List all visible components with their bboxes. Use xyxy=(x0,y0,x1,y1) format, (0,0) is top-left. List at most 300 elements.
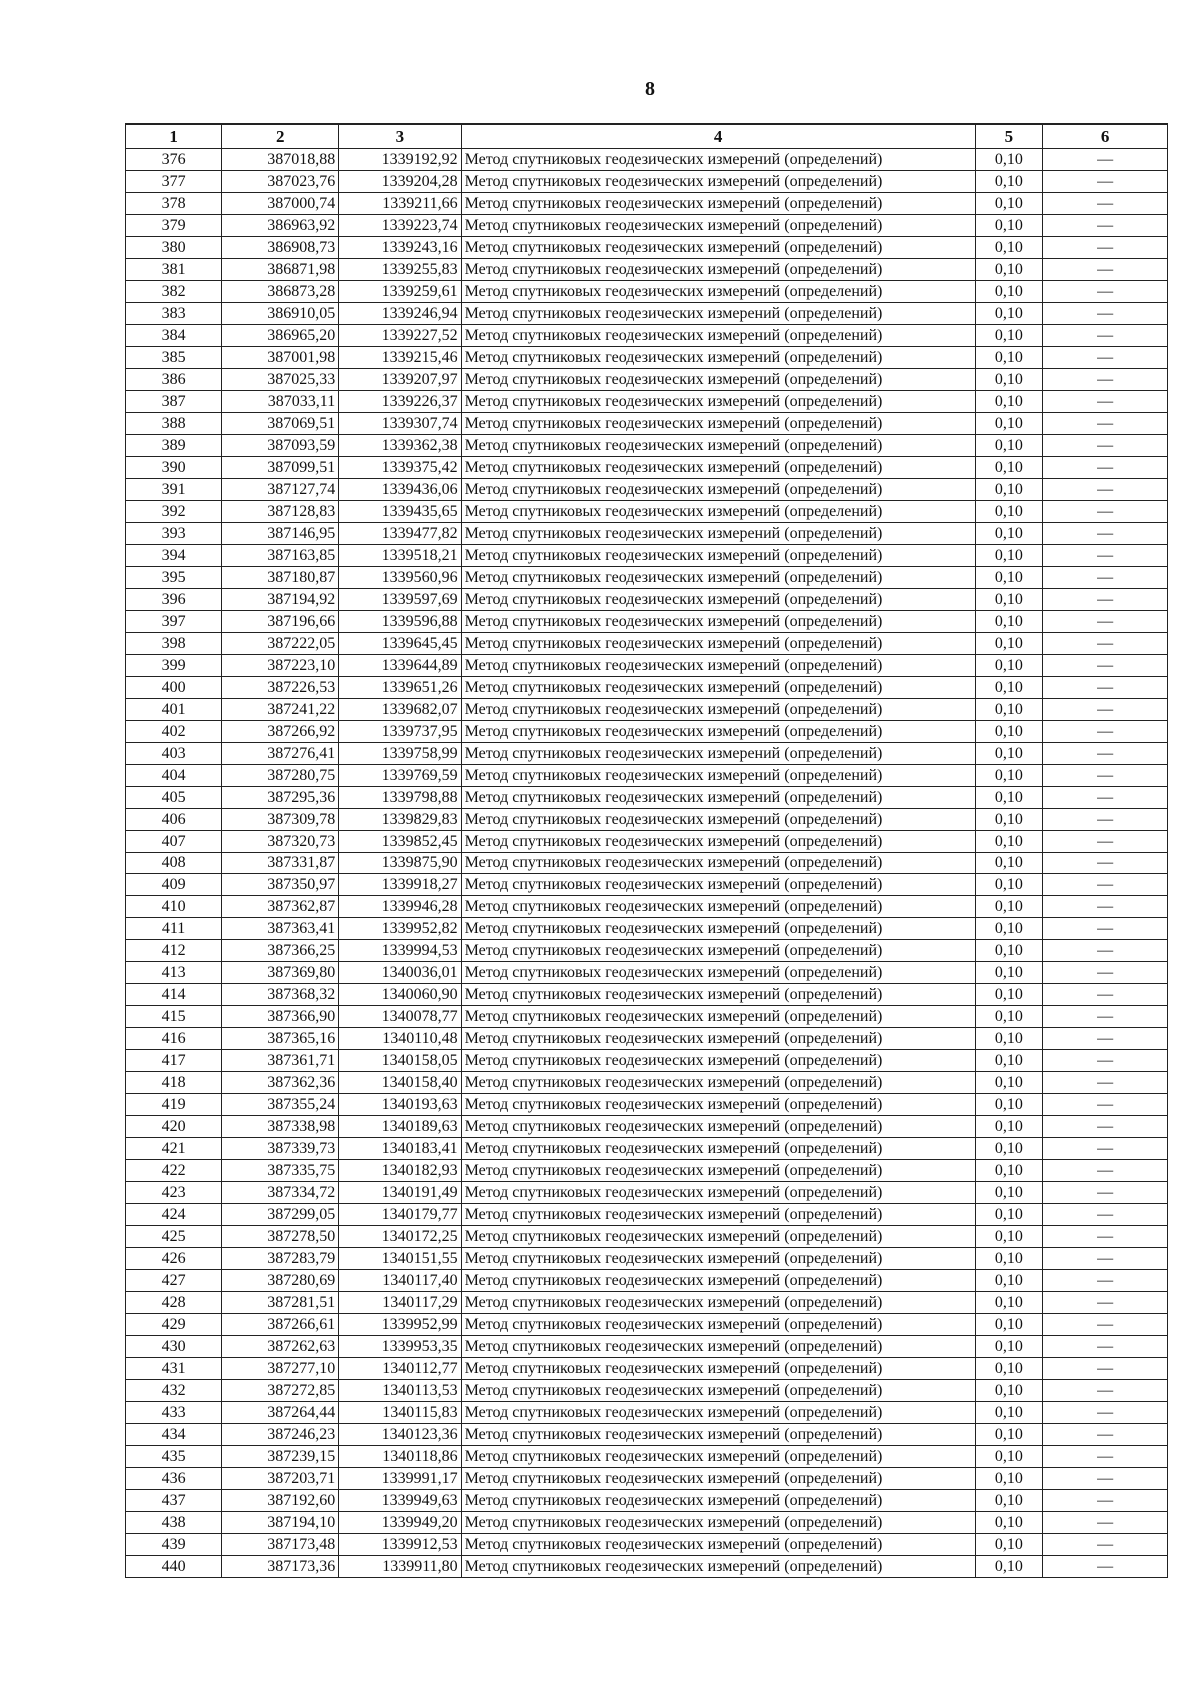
coordinate-x-cell: 387338,98 xyxy=(222,1116,339,1138)
coordinate-y-cell: 1339226,37 xyxy=(339,390,461,412)
table-row xyxy=(126,1204,1168,1226)
method-cell: Метод спутниковых геодезических измерений (определений) xyxy=(461,566,975,588)
method-cell: Метод спутниковых геодезических измерений (определений) xyxy=(461,522,975,544)
coordinate-y-cell: 1339946,28 xyxy=(339,896,461,918)
coordinate-x-cell: 387222,05 xyxy=(222,632,339,654)
point-number-cell: 400 xyxy=(126,676,222,698)
method-cell: Метод спутниковых геодезических измерений (определений) xyxy=(461,1094,975,1116)
coordinate-y-cell: 1339651,26 xyxy=(339,676,461,698)
method-cell: Метод спутниковых геодезических измерений (определений) xyxy=(461,764,975,786)
accuracy-cell: 0,10 xyxy=(975,786,1043,808)
method-cell: Метод спутниковых геодезических измерений (определений) xyxy=(461,808,975,830)
table-row xyxy=(126,434,1168,456)
coordinate-x-cell: 386963,92 xyxy=(222,214,339,236)
accuracy-cell: 0,10 xyxy=(975,1204,1043,1226)
point-number-cell: 429 xyxy=(126,1314,222,1336)
accuracy-cell: 0,10 xyxy=(975,588,1043,610)
description-cell: — xyxy=(1043,1138,1168,1160)
coordinate-x-cell: 387239,15 xyxy=(222,1446,339,1468)
table-row xyxy=(126,588,1168,610)
accuracy-cell: 0,10 xyxy=(975,1314,1043,1336)
table-row xyxy=(126,1424,1168,1446)
coordinate-y-cell: 1339758,99 xyxy=(339,742,461,764)
table-row xyxy=(126,896,1168,918)
accuracy-cell: 0,10 xyxy=(975,1490,1043,1512)
coordinate-x-cell: 386871,98 xyxy=(222,258,339,280)
point-number-cell: 434 xyxy=(126,1424,222,1446)
coordinate-x-cell: 387320,73 xyxy=(222,830,339,852)
point-number-cell: 391 xyxy=(126,478,222,500)
point-number-cell: 435 xyxy=(126,1446,222,1468)
coordinate-x-cell: 387246,23 xyxy=(222,1424,339,1446)
table-row xyxy=(126,720,1168,742)
point-number-cell: 401 xyxy=(126,698,222,720)
accuracy-cell: 0,10 xyxy=(975,1182,1043,1204)
table-row xyxy=(126,808,1168,830)
description-cell: — xyxy=(1043,1116,1168,1138)
coordinate-x-cell: 387018,88 xyxy=(222,149,339,171)
method-cell: Метод спутниковых геодезических измерений (определений) xyxy=(461,940,975,962)
accuracy-cell: 0,10 xyxy=(975,962,1043,984)
table-row xyxy=(126,632,1168,654)
method-cell: Метод спутниковых геодезических измерений (определений) xyxy=(461,1028,975,1050)
method-cell: Метод спутниковых геодезических измерений (определений) xyxy=(461,390,975,412)
coordinate-y-cell: 1339192,92 xyxy=(339,149,461,171)
accuracy-cell: 0,10 xyxy=(975,1380,1043,1402)
coordinate-y-cell: 1339911,80 xyxy=(339,1556,461,1578)
description-cell: — xyxy=(1043,1094,1168,1116)
table-row xyxy=(126,302,1168,324)
coordinate-y-cell: 1340118,86 xyxy=(339,1446,461,1468)
method-cell: Метод спутниковых геодезических измерений (определений) xyxy=(461,149,975,171)
coordinate-x-cell: 387180,87 xyxy=(222,566,339,588)
coordinate-y-cell: 1339829,83 xyxy=(339,808,461,830)
coordinate-x-cell: 387365,16 xyxy=(222,1028,339,1050)
coordinate-y-cell: 1339255,83 xyxy=(339,258,461,280)
accuracy-cell: 0,10 xyxy=(975,1248,1043,1270)
coordinate-x-cell: 386910,05 xyxy=(222,302,339,324)
coordinate-y-cell: 1339953,35 xyxy=(339,1336,461,1358)
table-row xyxy=(126,1468,1168,1490)
coordinate-y-cell: 1339952,82 xyxy=(339,918,461,940)
description-cell: — xyxy=(1043,1270,1168,1292)
coordinate-x-cell: 387266,92 xyxy=(222,720,339,742)
coordinate-y-cell: 1340036,01 xyxy=(339,962,461,984)
point-number-cell: 428 xyxy=(126,1292,222,1314)
coordinate-y-cell: 1340117,29 xyxy=(339,1292,461,1314)
point-number-cell: 438 xyxy=(126,1512,222,1534)
table-row xyxy=(126,1292,1168,1314)
coordinate-x-cell: 387335,75 xyxy=(222,1160,339,1182)
point-number-cell: 377 xyxy=(126,170,222,192)
coordinate-x-cell: 387163,85 xyxy=(222,544,339,566)
table-row xyxy=(126,698,1168,720)
description-cell: — xyxy=(1043,962,1168,984)
point-number-cell: 393 xyxy=(126,522,222,544)
column-header: 6 xyxy=(1043,124,1168,149)
coordinate-x-cell: 387309,78 xyxy=(222,808,339,830)
accuracy-cell: 0,10 xyxy=(975,984,1043,1006)
coordinate-x-cell: 387262,63 xyxy=(222,1336,339,1358)
coordinate-y-cell: 1339596,88 xyxy=(339,610,461,632)
coordinate-y-cell: 1339246,94 xyxy=(339,302,461,324)
point-number-cell: 440 xyxy=(126,1556,222,1578)
description-cell: — xyxy=(1043,1336,1168,1358)
method-cell: Метод спутниковых геодезических измерений (определений) xyxy=(461,874,975,896)
method-cell: Метод спутниковых геодезических измерений (определений) xyxy=(461,544,975,566)
method-cell: Метод спутниковых геодезических измерений (определений) xyxy=(461,1160,975,1182)
table-row xyxy=(126,874,1168,896)
coordinate-x-cell: 386873,28 xyxy=(222,280,339,302)
point-number-cell: 397 xyxy=(126,610,222,632)
accuracy-cell: 0,10 xyxy=(975,654,1043,676)
point-number-cell: 410 xyxy=(126,896,222,918)
method-cell: Метод спутниковых геодезических измерений (определений) xyxy=(461,456,975,478)
table-row xyxy=(126,280,1168,302)
coordinate-y-cell: 1340179,77 xyxy=(339,1204,461,1226)
accuracy-cell: 0,10 xyxy=(975,522,1043,544)
accuracy-cell: 0,10 xyxy=(975,918,1043,940)
description-cell: — xyxy=(1043,522,1168,544)
description-cell: — xyxy=(1043,1182,1168,1204)
accuracy-cell: 0,10 xyxy=(975,566,1043,588)
coordinate-x-cell: 387146,95 xyxy=(222,522,339,544)
method-cell: Метод спутниковых геодезических измерений (определений) xyxy=(461,852,975,874)
description-cell: — xyxy=(1043,1292,1168,1314)
description-cell: — xyxy=(1043,1006,1168,1028)
coordinate-x-cell: 387276,41 xyxy=(222,742,339,764)
description-cell: — xyxy=(1043,1314,1168,1336)
coordinate-y-cell: 1339215,46 xyxy=(339,346,461,368)
table-row xyxy=(126,1358,1168,1380)
coordinate-x-cell: 387194,10 xyxy=(222,1512,339,1534)
accuracy-cell: 0,10 xyxy=(975,390,1043,412)
accuracy-cell: 0,10 xyxy=(975,324,1043,346)
table-row xyxy=(126,1380,1168,1402)
coordinate-y-cell: 1340158,40 xyxy=(339,1072,461,1094)
description-cell: — xyxy=(1043,1226,1168,1248)
method-cell: Метод спутниковых геодезических измерений (определений) xyxy=(461,1270,975,1292)
description-cell: — xyxy=(1043,544,1168,566)
table-row xyxy=(126,258,1168,280)
table-row xyxy=(126,170,1168,192)
table-row xyxy=(126,544,1168,566)
coordinate-x-cell: 387295,36 xyxy=(222,786,339,808)
description-cell: — xyxy=(1043,214,1168,236)
point-number-cell: 419 xyxy=(126,1094,222,1116)
table-row xyxy=(126,390,1168,412)
description-cell: — xyxy=(1043,500,1168,522)
accuracy-cell: 0,10 xyxy=(975,610,1043,632)
coordinate-x-cell: 387369,80 xyxy=(222,962,339,984)
accuracy-cell: 0,10 xyxy=(975,149,1043,171)
point-number-cell: 412 xyxy=(126,940,222,962)
table-row xyxy=(126,324,1168,346)
table-row xyxy=(126,1556,1168,1578)
coordinate-x-cell: 387266,61 xyxy=(222,1314,339,1336)
coordinate-y-cell: 1340183,41 xyxy=(339,1138,461,1160)
point-number-cell: 423 xyxy=(126,1182,222,1204)
coordinate-y-cell: 1340172,25 xyxy=(339,1226,461,1248)
table-row xyxy=(126,1248,1168,1270)
coordinate-x-cell: 387226,53 xyxy=(222,676,339,698)
accuracy-cell: 0,10 xyxy=(975,896,1043,918)
coordinate-y-cell: 1340078,77 xyxy=(339,1006,461,1028)
method-cell: Метод спутниковых геодезических измерений (определений) xyxy=(461,632,975,654)
method-cell: Метод спутниковых геодезических измерений (определений) xyxy=(461,368,975,390)
method-cell: Метод спутниковых геодезических измерений (определений) xyxy=(461,1182,975,1204)
accuracy-cell: 0,10 xyxy=(975,1094,1043,1116)
table-row xyxy=(126,192,1168,214)
description-cell: — xyxy=(1043,566,1168,588)
coordinate-x-cell: 387069,51 xyxy=(222,412,339,434)
table-row xyxy=(126,1446,1168,1468)
table-row xyxy=(126,368,1168,390)
method-cell: Метод спутниковых геодезических измерений (определений) xyxy=(461,918,975,940)
table-row xyxy=(126,962,1168,984)
method-cell: Метод спутниковых геодезических измерений (определений) xyxy=(461,258,975,280)
coordinate-x-cell: 387280,69 xyxy=(222,1270,339,1292)
accuracy-cell: 0,10 xyxy=(975,1116,1043,1138)
coordinate-y-cell: 1339912,53 xyxy=(339,1534,461,1556)
coordinate-y-cell: 1339645,45 xyxy=(339,632,461,654)
description-cell: — xyxy=(1043,654,1168,676)
accuracy-cell: 0,10 xyxy=(975,368,1043,390)
column-header: 2 xyxy=(222,124,339,149)
description-cell: — xyxy=(1043,1534,1168,1556)
method-cell: Метод спутниковых геодезических измерений (определений) xyxy=(461,1226,975,1248)
table-row xyxy=(126,940,1168,962)
accuracy-cell: 0,10 xyxy=(975,1468,1043,1490)
coordinate-y-cell: 1339223,74 xyxy=(339,214,461,236)
coordinates-table xyxy=(125,123,1168,1578)
coordinate-x-cell: 387241,22 xyxy=(222,698,339,720)
accuracy-cell: 0,10 xyxy=(975,940,1043,962)
method-cell: Метод спутниковых геодезических измерений (определений) xyxy=(461,742,975,764)
point-number-cell: 378 xyxy=(126,192,222,214)
description-cell: — xyxy=(1043,1490,1168,1512)
coordinate-x-cell: 387196,66 xyxy=(222,610,339,632)
accuracy-cell: 0,10 xyxy=(975,830,1043,852)
point-number-cell: 379 xyxy=(126,214,222,236)
coordinate-x-cell: 387223,10 xyxy=(222,654,339,676)
point-number-cell: 394 xyxy=(126,544,222,566)
method-cell: Метод спутниковых геодезических измерений (определений) xyxy=(461,346,975,368)
coordinate-y-cell: 1340182,93 xyxy=(339,1160,461,1182)
table-row xyxy=(126,1094,1168,1116)
method-cell: Метод спутниковых геодезических измерений (определений) xyxy=(461,324,975,346)
table-row xyxy=(126,1226,1168,1248)
description-cell: — xyxy=(1043,1512,1168,1534)
description-cell: — xyxy=(1043,456,1168,478)
method-cell: Метод спутниковых геодезических измерений (определений) xyxy=(461,896,975,918)
accuracy-cell: 0,10 xyxy=(975,1556,1043,1578)
accuracy-cell: 0,10 xyxy=(975,170,1043,192)
description-cell: — xyxy=(1043,742,1168,764)
accuracy-cell: 0,10 xyxy=(975,192,1043,214)
method-cell: Метод спутниковых геодезических измерений (определений) xyxy=(461,1006,975,1028)
table-row xyxy=(126,214,1168,236)
point-number-cell: 425 xyxy=(126,1226,222,1248)
coordinate-y-cell: 1339211,66 xyxy=(339,192,461,214)
coordinate-y-cell: 1340115,83 xyxy=(339,1402,461,1424)
method-cell: Метод спутниковых геодезических измерений (определений) xyxy=(461,500,975,522)
column-header: 3 xyxy=(339,124,461,149)
description-cell: — xyxy=(1043,324,1168,346)
coordinate-x-cell: 386965,20 xyxy=(222,324,339,346)
coordinate-y-cell: 1340191,49 xyxy=(339,1182,461,1204)
accuracy-cell: 0,10 xyxy=(975,852,1043,874)
accuracy-cell: 0,10 xyxy=(975,1292,1043,1314)
method-cell: Метод спутниковых геодезических измерений (определений) xyxy=(461,1424,975,1446)
method-cell: Метод спутниковых геодезических измерений (определений) xyxy=(461,1138,975,1160)
accuracy-cell: 0,10 xyxy=(975,1424,1043,1446)
coordinate-y-cell: 1340112,77 xyxy=(339,1358,461,1380)
coordinate-x-cell: 387355,24 xyxy=(222,1094,339,1116)
description-cell: — xyxy=(1043,610,1168,632)
description-cell: — xyxy=(1043,346,1168,368)
coordinate-x-cell: 387023,76 xyxy=(222,170,339,192)
point-number-cell: 408 xyxy=(126,852,222,874)
coordinate-x-cell: 387281,51 xyxy=(222,1292,339,1314)
point-number-cell: 414 xyxy=(126,984,222,1006)
point-number-cell: 381 xyxy=(126,258,222,280)
method-cell: Метод спутниковых геодезических измерений (определений) xyxy=(461,720,975,742)
point-number-cell: 417 xyxy=(126,1050,222,1072)
method-cell: Метод спутниковых геодезических измерений (определений) xyxy=(461,302,975,324)
coordinate-y-cell: 1339994,53 xyxy=(339,940,461,962)
point-number-cell: 407 xyxy=(126,830,222,852)
method-cell: Метод спутниковых геодезических измерений (определений) xyxy=(461,1248,975,1270)
table-row xyxy=(126,1138,1168,1160)
accuracy-cell: 0,10 xyxy=(975,1358,1043,1380)
method-cell: Метод спутниковых геодезических измерений (определений) xyxy=(461,1468,975,1490)
coordinate-y-cell: 1339949,63 xyxy=(339,1490,461,1512)
point-number-cell: 415 xyxy=(126,1006,222,1028)
accuracy-cell: 0,10 xyxy=(975,720,1043,742)
accuracy-cell: 0,10 xyxy=(975,302,1043,324)
description-cell: — xyxy=(1043,192,1168,214)
coordinate-x-cell: 387299,05 xyxy=(222,1204,339,1226)
method-cell: Метод спутниковых геодезических измерений (определений) xyxy=(461,1380,975,1402)
point-number-cell: 409 xyxy=(126,874,222,896)
accuracy-cell: 0,10 xyxy=(975,346,1043,368)
coordinate-x-cell: 387334,72 xyxy=(222,1182,339,1204)
coordinate-x-cell: 387033,11 xyxy=(222,390,339,412)
method-cell: Метод спутниковых геодезических измерений (определений) xyxy=(461,1314,975,1336)
coordinate-y-cell: 1339952,99 xyxy=(339,1314,461,1336)
method-cell: Метод спутниковых геодезических измерений (определений) xyxy=(461,478,975,500)
method-cell: Метод спутниковых геодезических измерений (определений) xyxy=(461,412,975,434)
accuracy-cell: 0,10 xyxy=(975,1446,1043,1468)
coordinate-y-cell: 1340110,48 xyxy=(339,1028,461,1050)
coordinate-y-cell: 1339207,97 xyxy=(339,368,461,390)
table-row xyxy=(126,1402,1168,1424)
coordinate-y-cell: 1339737,95 xyxy=(339,720,461,742)
description-cell: — xyxy=(1043,852,1168,874)
column-header: 4 xyxy=(461,124,975,149)
method-cell: Метод спутниковых геодезических измерений (определений) xyxy=(461,1556,975,1578)
point-number-cell: 427 xyxy=(126,1270,222,1292)
table-row xyxy=(126,236,1168,258)
coordinate-y-cell: 1339227,52 xyxy=(339,324,461,346)
accuracy-cell: 0,10 xyxy=(975,1138,1043,1160)
accuracy-cell: 0,10 xyxy=(975,742,1043,764)
description-cell: — xyxy=(1043,1556,1168,1578)
method-cell: Метод спутниковых геодезических измерений (определений) xyxy=(461,1204,975,1226)
method-cell: Метод спутниковых геодезических измерений (определений) xyxy=(461,588,975,610)
point-number-cell: 398 xyxy=(126,632,222,654)
coordinate-y-cell: 1339259,61 xyxy=(339,280,461,302)
table-row xyxy=(126,1512,1168,1534)
table-row xyxy=(126,1116,1168,1138)
accuracy-cell: 0,10 xyxy=(975,632,1043,654)
point-number-cell: 392 xyxy=(126,500,222,522)
point-number-cell: 405 xyxy=(126,786,222,808)
coordinate-y-cell: 1339644,89 xyxy=(339,654,461,676)
description-cell: — xyxy=(1043,434,1168,456)
description-cell: — xyxy=(1043,302,1168,324)
description-cell: — xyxy=(1043,984,1168,1006)
description-cell: — xyxy=(1043,390,1168,412)
coordinate-x-cell: 387280,75 xyxy=(222,764,339,786)
description-cell: — xyxy=(1043,808,1168,830)
method-cell: Метод спутниковых геодезических измерений (определений) xyxy=(461,610,975,632)
point-number-cell: 380 xyxy=(126,236,222,258)
coordinate-x-cell: 387127,74 xyxy=(222,478,339,500)
coordinate-x-cell: 387366,90 xyxy=(222,1006,339,1028)
method-cell: Метод спутниковых геодезических измерений (определений) xyxy=(461,676,975,698)
point-number-cell: 432 xyxy=(126,1380,222,1402)
table-row xyxy=(126,1182,1168,1204)
table-row xyxy=(126,742,1168,764)
description-cell: — xyxy=(1043,940,1168,962)
description-cell: — xyxy=(1043,1424,1168,1446)
table-row xyxy=(126,852,1168,874)
description-cell: — xyxy=(1043,280,1168,302)
coordinate-x-cell: 387001,98 xyxy=(222,346,339,368)
coordinate-y-cell: 1339875,90 xyxy=(339,852,461,874)
description-cell: — xyxy=(1043,478,1168,500)
column-header: 5 xyxy=(975,124,1043,149)
point-number-cell: 420 xyxy=(126,1116,222,1138)
accuracy-cell: 0,10 xyxy=(975,544,1043,566)
point-number-cell: 402 xyxy=(126,720,222,742)
table-row xyxy=(126,918,1168,940)
method-cell: Метод спутниковых геодезических измерений (определений) xyxy=(461,214,975,236)
table-row xyxy=(126,149,1168,171)
coordinate-x-cell: 387099,51 xyxy=(222,456,339,478)
table-row xyxy=(126,566,1168,588)
method-cell: Метод спутниковых геодезических измерений (определений) xyxy=(461,1490,975,1512)
point-number-cell: 383 xyxy=(126,302,222,324)
accuracy-cell: 0,10 xyxy=(975,808,1043,830)
table-row xyxy=(126,522,1168,544)
description-cell: — xyxy=(1043,1468,1168,1490)
description-cell: — xyxy=(1043,1358,1168,1380)
table-row xyxy=(126,1270,1168,1292)
table-row xyxy=(126,478,1168,500)
accuracy-cell: 0,10 xyxy=(975,258,1043,280)
coordinate-x-cell: 387339,73 xyxy=(222,1138,339,1160)
method-cell: Метод спутниковых геодезических измерений (определений) xyxy=(461,984,975,1006)
coordinate-x-cell: 387366,25 xyxy=(222,940,339,962)
description-cell: — xyxy=(1043,149,1168,171)
method-cell: Метод спутниковых геодезических измерений (определений) xyxy=(461,1534,975,1556)
description-cell: — xyxy=(1043,1072,1168,1094)
point-number-cell: 404 xyxy=(126,764,222,786)
point-number-cell: 433 xyxy=(126,1402,222,1424)
